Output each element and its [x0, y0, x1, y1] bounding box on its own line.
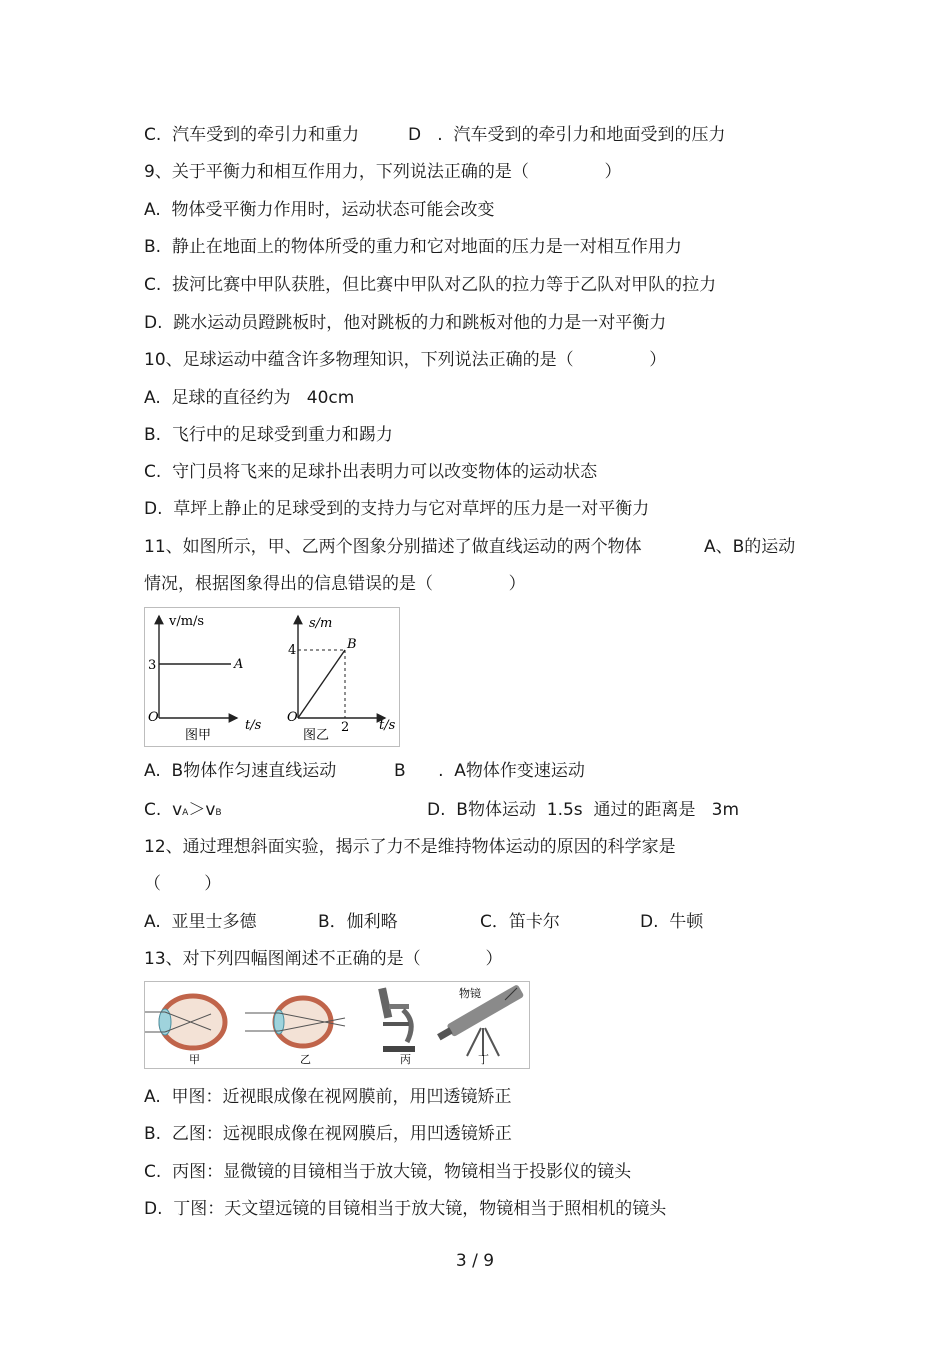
- q13-option-c: C. 丙图：显微镜的目镜相当于放大镜，物镜相当于投影仪的镜头: [144, 1162, 632, 1182]
- q11-stem-objects: A、B的运动: [704, 537, 796, 557]
- q11-option-c-pre: C. v: [144, 800, 183, 820]
- vt-caption: 图甲: [185, 728, 212, 743]
- q11-option-c-sub-a: A: [182, 808, 189, 818]
- vt-y-tick: 3: [148, 658, 157, 673]
- q11-option-d: D. B物体运动 1.5s 通过的距离是 3m: [427, 800, 740, 820]
- q8-option-c: C. 汽车受到的牵引力和重力: [144, 125, 360, 145]
- vt-x-label: t/s: [245, 718, 262, 733]
- q9-option-b: B. 静止在地面上的物体所受的重力和它对地面的压力是一对相互作用力: [144, 237, 682, 257]
- vt-y-label: v/m/s: [169, 614, 205, 629]
- q11-option-a: A. B物体作匀速直线运动: [144, 761, 337, 781]
- q11-stem-line1: 11、如图所示，甲、乙两个图象分别描述了做直线运动的两个物体: [144, 537, 642, 557]
- q11-motion-graphs: [145, 608, 399, 746]
- microscope-diagram-bing: [378, 987, 415, 1066]
- st-x-label: t/s: [379, 718, 396, 733]
- q8-option-d: D . 汽车受到的牵引力和地面受到的压力: [408, 125, 726, 145]
- eye-diagram-yi: [245, 998, 345, 1066]
- st-caption: 图乙: [303, 728, 330, 743]
- q12-option-c: C．笛卡尔: [480, 912, 560, 932]
- page-number: 3 / 9: [455, 1251, 495, 1271]
- st-y-tick: 4: [288, 643, 297, 658]
- q11-motion-graphs-figure: [144, 607, 400, 747]
- q13-option-a: A. 甲图：近视眼成像在视网膜前，用凹透镜矫正: [144, 1087, 512, 1107]
- q10-option-c: C. 守门员将飞来的足球扑出表明力可以改变物体的运动状态: [144, 462, 598, 482]
- st-label-b: B: [347, 637, 357, 652]
- q10-option-d: D. 草坪上静止的足球受到的支持力与它对草坪的压力是一对平衡力: [144, 499, 650, 519]
- st-line-b: [298, 650, 345, 718]
- st-origin: O: [287, 710, 298, 725]
- q11-stem-line2: 情况，根据图象得出的信息错误的是（ ）: [144, 574, 526, 594]
- q12-option-d: D. 牛顿: [640, 912, 704, 932]
- q10-option-a: A. 足球的直径约为 40cm: [144, 388, 355, 408]
- q12-answer-paren: （ ）: [144, 874, 222, 894]
- q11-option-c-mid: ＞v: [188, 800, 216, 820]
- q12-option-b: B．伽利略: [318, 912, 398, 932]
- q13-stem: 13、对下列四幅图阐述不正确的是（ ）: [144, 949, 503, 969]
- caption-bing: 丙: [400, 1053, 411, 1066]
- caption-yi: 乙: [300, 1053, 311, 1066]
- vt-origin: O: [148, 710, 159, 725]
- q11-option-c: [144, 799, 222, 824]
- q13-optics-illustrations: [145, 982, 529, 1068]
- q13-option-d: D. 丁图：天文望远镜的目镜相当于放大镜，物镜相当于照相机的镜头: [144, 1199, 667, 1219]
- q9-stem: 9、关于平衡力和相互作用力，下列说法正确的是（ ）: [144, 162, 622, 182]
- q12-option-a: A. 亚里士多德: [144, 912, 257, 932]
- eye-diagram-jia: [145, 996, 225, 1066]
- q13-optics-figure: [144, 981, 530, 1069]
- q9-option-a: A. 物体受平衡力作用时，运动状态可能会改变: [144, 200, 495, 220]
- caption-ding: 丁: [478, 1053, 489, 1066]
- q11-option-c-sub-b: B: [215, 808, 222, 818]
- caption-jia: 甲: [189, 1053, 200, 1066]
- st-y-label: s/m: [309, 616, 333, 631]
- q13-option-b: B. 乙图：远视眼成像在视网膜后，用凹透镜矫正: [144, 1124, 512, 1144]
- st-x-tick: 2: [341, 720, 350, 735]
- q12-stem: 12、通过理想斜面实验，揭示了力不是维持物体运动的原因的科学家是: [144, 837, 676, 857]
- q9-option-c: C. 拔河比赛中甲队获胜，但比赛中甲队对乙队的拉力等于乙队对甲队的拉力: [144, 275, 717, 295]
- q10-option-b: B. 飞行中的足球受到重力和踢力: [144, 425, 393, 445]
- telescope-diagram-ding: [437, 984, 524, 1066]
- objective-label: 物镜: [459, 987, 481, 1000]
- q10-stem: 10、足球运动中蕴含许多物理知识，下列说法正确的是（ ）: [144, 350, 667, 370]
- vt-label-a: A: [234, 657, 244, 672]
- q9-option-d: D. 跳水运动员蹬跳板时，他对跳板的力和跳板对他的力是一对平衡力: [144, 313, 667, 333]
- q11-option-b: B . A物体作变速运动: [394, 761, 585, 781]
